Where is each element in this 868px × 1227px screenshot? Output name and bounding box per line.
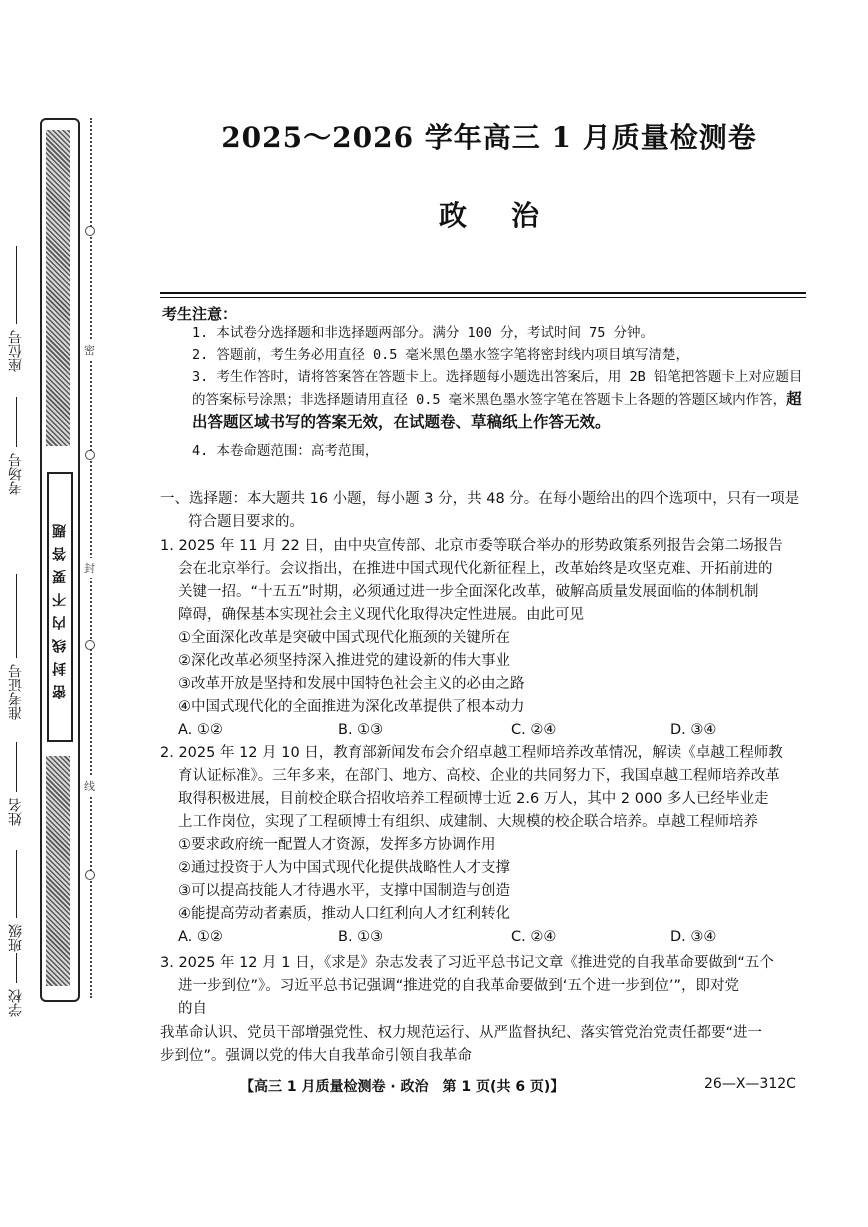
question-2-statements: ①要求政府统一配置人才资源，发挥多方协调作用 ②通过投资于人为中国式现代化提供战略性人才支撑 ③可以提高技能人才待遇水平，支撑中国制造与创造 ④能提高劳动者素质，推动人口红利向人才红利转化 [178, 837, 510, 922]
no-answer-notice-box [47, 472, 73, 742]
binding-strip [40, 118, 80, 1002]
seal-circle [85, 450, 95, 460]
seal-char-feng: 封 [84, 558, 95, 578]
question-1-choices [178, 719, 808, 742]
hatch-pattern-bottom [46, 756, 70, 986]
exam-room-field[interactable]: 考场号 [1, 385, 31, 495]
question-1-statements: ①全面深化改革是突破中国式现代化瓶颈的关键所在 ②深化改革必须坚持深入推进党的建设新的伟大事业 ③改革开放是坚持和发展中国特色社会主义的必由之路 ④中国式现代化的全面推进为深化改革提供了根本动力 [178, 630, 525, 715]
notice-item-4: 4. 本卷命题范围：高考范围， [192, 443, 379, 459]
school-field[interactable]: 学校 [1, 935, 31, 1017]
seal-circle [85, 870, 95, 880]
page-footer-label: 【高三 1 月质量检测卷 · 政治 第 1 页(共 6 页)】 [240, 1079, 565, 1095]
notice-item-2: 2. 答题前，考生务必用直径 0.5 毫米黑色墨水签字笔将密封线内项目填写清楚， [192, 347, 690, 363]
choice-d[interactable]: D. ③④ [670, 929, 717, 945]
subject-title: 政治 [438, 199, 583, 232]
notice-item-1: 1. 本试卷分选择题和非选择题两部分。满分 100 分，考试时间 75 分钟。 [192, 325, 655, 341]
choice-c[interactable]: C. ②④ [511, 722, 557, 738]
choice-c[interactable]: C. ②④ [511, 929, 557, 945]
notice-item-3-emphasis: 超出答题区域书写的答案无效，在试题卷、草稿纸上作答无效。 [192, 390, 802, 431]
choice-b[interactable]: B. ①③ [338, 929, 384, 945]
student-name-field[interactable]: 姓名 [1, 726, 31, 826]
question-3-continued: 我革命认识、党员干部增强党性、权力规范运行、从严监督执纪、落实管党治党责任都要“进一 步到位”。强调以党的伟大自我革命引领自我革命 [160, 1025, 763, 1064]
seal-circle [85, 226, 95, 236]
choice-b[interactable]: B. ①③ [338, 722, 384, 738]
exam-title: 2025～2026 学年高三 1 月质量检测卷 [221, 121, 757, 154]
choice-d[interactable]: D. ③④ [670, 722, 717, 738]
notice-heading: 考生注意： [162, 305, 238, 323]
paper-code: 26—X—312C [704, 1076, 796, 1092]
header-rule-thick [160, 292, 806, 294]
admission-ticket-field[interactable]: 准考证号 [1, 560, 31, 720]
section-heading: 一、选择题：本大题共 16 小题，每小题 3 分，共 48 分。在每小题给出的四个选项中，只有一项是 符合题目要求的。 [160, 491, 800, 530]
notice-item-3: 3. 考生作答时，请将答案答在答题卡上。选择题每小题选出答案后，用 2B 铅笔把答题卡上对应题目的答案标号涂黑；非选择题请用直径 0.5 毫米黑色墨水签字笔在答题卡上各题的答题区域内作答，超出答题区域书写的答案无效，在试题卷、草稿纸上作答无效。 [192, 369, 803, 431]
no-answer-notice: 密封线内不要答题 [52, 515, 68, 699]
choice-a[interactable]: A. ①② [178, 929, 223, 945]
header-rule-thin [160, 297, 806, 298]
class-field[interactable]: 班级 [1, 832, 31, 952]
seat-number-field[interactable]: 座位号 [1, 232, 31, 372]
hatch-pattern-top [46, 130, 70, 446]
question-3-stem: 3. 2025 年 12 月 1 日，《求是》杂志发表了习近平总书记文章《推进党的自我革命要做到“五个 进一步到位”》。习近平总书记强调“推进党的自我革命要做到‘五个进一步到位’”，即对党 的自 [160, 955, 774, 1017]
question-1-stem: 1. 2025 年 11 月 22 日，由中央宣传部、北京市委等联合举办的形势政策系列报告会第二场报告 会在北京举行。会议指出，在推进中国式现代化新征程上，改革始终是攻坚克难、开拓前进的 关键一招。“十五五”时期，必须通过进一步全面深化改革，破解高质量发展面临的体制机制 障碍，确保基本实现社会主义现代化取得决定性进展。由此可见 [160, 538, 783, 623]
seal-circle [85, 640, 95, 650]
seal-char-xian: 线 [84, 776, 95, 796]
choice-a[interactable]: A. ①② [178, 722, 223, 738]
question-2-stem: 2. 2025 年 12 月 10 日，教育部新闻发布会介绍卓越工程师培养改革情况，解读《卓越工程师教 育认证标准》。三年多来，在部门、地方、高校、企业的共同努力下，我国卓越工程师培养改革 取得积极进展，目前校企联合招收培养工程硕博士近 2.6 万人，其中 2 000 多人已经毕业走 上工作岗位，实现了工程硕博士有组织、成建制、大规模的校企联合培养。卓越工程师培养 [160, 745, 783, 830]
seal-char-mi: 密 [84, 340, 95, 360]
question-2-choices [178, 926, 808, 949]
